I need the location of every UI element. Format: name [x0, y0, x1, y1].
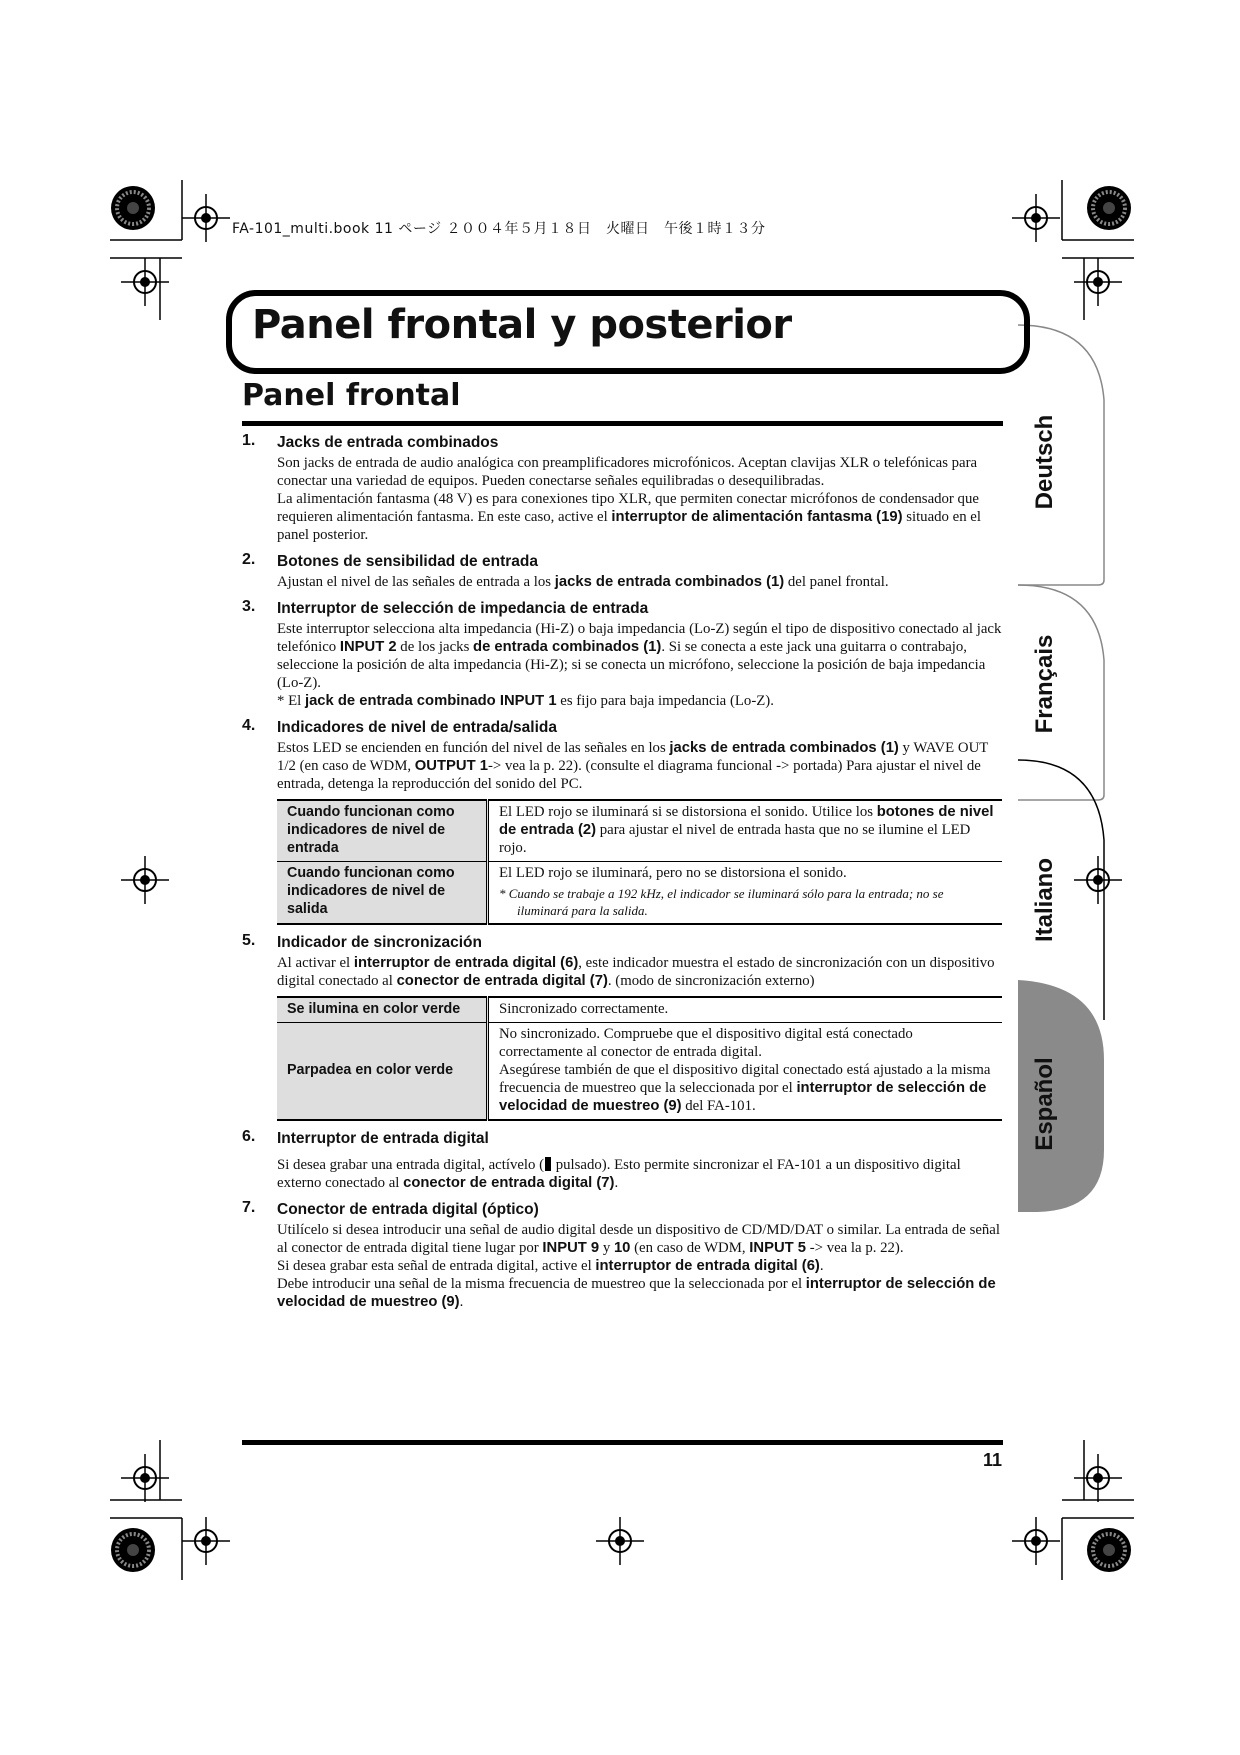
table-row [277, 1023, 1002, 1121]
list-item [242, 598, 1002, 710]
list-item [242, 717, 1002, 925]
table-header-cell: Cuando funcionan como indicadores de nivel de entrada [277, 800, 488, 862]
table-note: * Cuando se trabaje a 192 kHz, el indicador se iluminará sólo para la entrada; no se iluminará para la salida. [499, 886, 944, 918]
item-number: 4. [242, 717, 256, 734]
item-number: 3. [242, 598, 256, 615]
page-number: 11 [982, 1450, 1002, 1470]
item-text: Ajustan el nivel de las señales de entrada a los jacks de entrada combinados (1) del panel frontal. [277, 574, 889, 590]
item-text: Si desea grabar una entrada digital, actívelo ( pulsado). Esto permite sincronizar el FA-101 a un dispositivo digital externo conectado al conector de entrada digital (7). [277, 1157, 961, 1191]
item-number: 5. [242, 932, 256, 949]
item-text: Son jacks de entrada de audio analógica con preamplificadores microfónicos. Aceptan clavijas XLR o telefónicas para conectar una variedad de equipos. Pueden conectarse señales equilibradas o desequilibradas. [277, 455, 978, 489]
list-item [242, 432, 1002, 544]
item-number: 7. [242, 1199, 256, 1216]
item-text: Este interruptor selecciona alta impedancia (Hi-Z) o baja impedancia (Lo-Z) según el tipo de dispositivo conectado al jack telefónico INPUT 2 de los jacks de entrada combinados (1). Si se conecta a este jack una guitarra o contrabajo, seleccione la posición de alta impedancia (Hi-Z); si se conecta un micrófono, seleccione la posición de baja impedancia (Lo-Z). [277, 621, 1002, 691]
book-header-line: FA-101_multi.book 11 ページ ２００４年５月１８日 火曜日 午後１時１３分 [232, 221, 766, 237]
sync-table [277, 996, 1002, 1121]
list-item [242, 551, 1002, 591]
table-cell: Sincronizado correctamente. [499, 1001, 669, 1017]
item-number: 1. [242, 432, 256, 449]
item-title: Conector de entrada digital (óptico) [277, 1201, 539, 1218]
item-title: Interruptor de entrada digital [277, 1130, 489, 1147]
list-item [242, 1128, 1002, 1192]
table-header-cell: Parpadea en color verde [277, 1023, 488, 1121]
item-text: La alimentación fantasma (48 V) es para conexiones tipo XLR, que permiten conectar micrófonos de condensador que requieren alimentación fantasma. En este caso, active el interruptor de alimentación fantasma (19) situado en el panel posterior. [277, 491, 981, 543]
item-note: * El jack de entrada combinado INPUT 1 es fijo para baja impedancia (Lo-Z). [277, 693, 774, 709]
table-cell: No sincronizado. Compruebe que el dispositivo digital está conectado correctamente al conector de entrada digital. Asegúrese también de que el dispositivo digital conectado está ajustado a la misma frecuencia de muestreo que la seleccionada por el interruptor de selección de velocidad de muestreo (9) del FA-101. [488, 1023, 1003, 1121]
table-row [277, 997, 1002, 1023]
item-text: Al activar el interruptor de entrada digital (6), este indicador muestra el estado de sincronización con un dispositivo digital conectado al conector de entrada digital (7). (modo de sincronización externo) [277, 955, 995, 989]
tab-italiano[interactable]: Italiano [1031, 858, 1058, 943]
item-title: Jacks de entrada combinados [277, 434, 499, 451]
switch-pressed-icon [545, 1157, 551, 1171]
item-title: Indicadores de nivel de entrada/salida [277, 719, 557, 736]
footer-rule [242, 1440, 1003, 1445]
item-number: 2. [242, 551, 256, 568]
item-title: Indicador de sincronización [277, 934, 482, 951]
table-cell: El LED rojo se iluminará si se distorsiona el sonido. Utilice los botones de nivel de entrada (2) para ajustar el nivel de entrada hasta que no se ilumine el LED rojo. [499, 804, 994, 856]
tab-francais[interactable]: Français [1031, 634, 1058, 734]
tab-deutsch[interactable]: Deutsch [1031, 414, 1058, 510]
item-text: Estos LED se encienden en función del nivel de las señales en los jacks de entrada combinados (1) y WAVE OUT 1/2 (en caso de WDM, OUTPUT 1-> vea la p. 22). (consulte el diagrama funcional -> portada) Para ajustar el nivel de entrada, detenga la reproducción del sonido del PC. [277, 740, 989, 792]
tab-espanol[interactable]: Español [1031, 1057, 1058, 1151]
item-text: Si desea grabar esta señal de entrada digital, active el interruptor de entrada digital (6). [277, 1258, 824, 1274]
item-title: Botones de sensibilidad de entrada [277, 553, 538, 570]
table-row [277, 862, 1002, 925]
section-title: Panel frontal [242, 378, 461, 413]
table-cell: El LED rojo se iluminará, pero no se distorsiona el sonido. * Cuando se trabaje a 192 kHz, el indicador se iluminará sólo para la entrada; no se iluminará para la salida. [488, 862, 1003, 925]
list-item [242, 1199, 1002, 1311]
page-title: Panel frontal y posterior [252, 302, 792, 348]
section-rule [242, 421, 1003, 426]
indicator-table [277, 799, 1002, 925]
item-title: Interruptor de selección de impedancia de entrada [277, 600, 649, 617]
item-list [242, 432, 1002, 1311]
table-row [277, 800, 1002, 862]
item-text: Debe introducir una señal de la misma frecuencia de muestreo que la seleccionada por el interruptor de selección de velocidad de muestreo (9). [277, 1276, 996, 1310]
item-number: 6. [242, 1128, 256, 1145]
table-header-cell: Cuando funcionan como indicadores de nivel de salida [277, 862, 488, 925]
item-text: Utilícelo si desea introducir una señal de audio digital desde un dispositivo de CD/MD/DAT o similar. La entrada de señal al conector de entrada digital tiene lugar por INPUT 9 y 10 (en caso de WDM, INPUT 5 -> vea la p. 22). [277, 1222, 1000, 1256]
table-header-cell: Se ilumina en color verde [277, 997, 488, 1023]
list-item [242, 932, 1002, 1121]
